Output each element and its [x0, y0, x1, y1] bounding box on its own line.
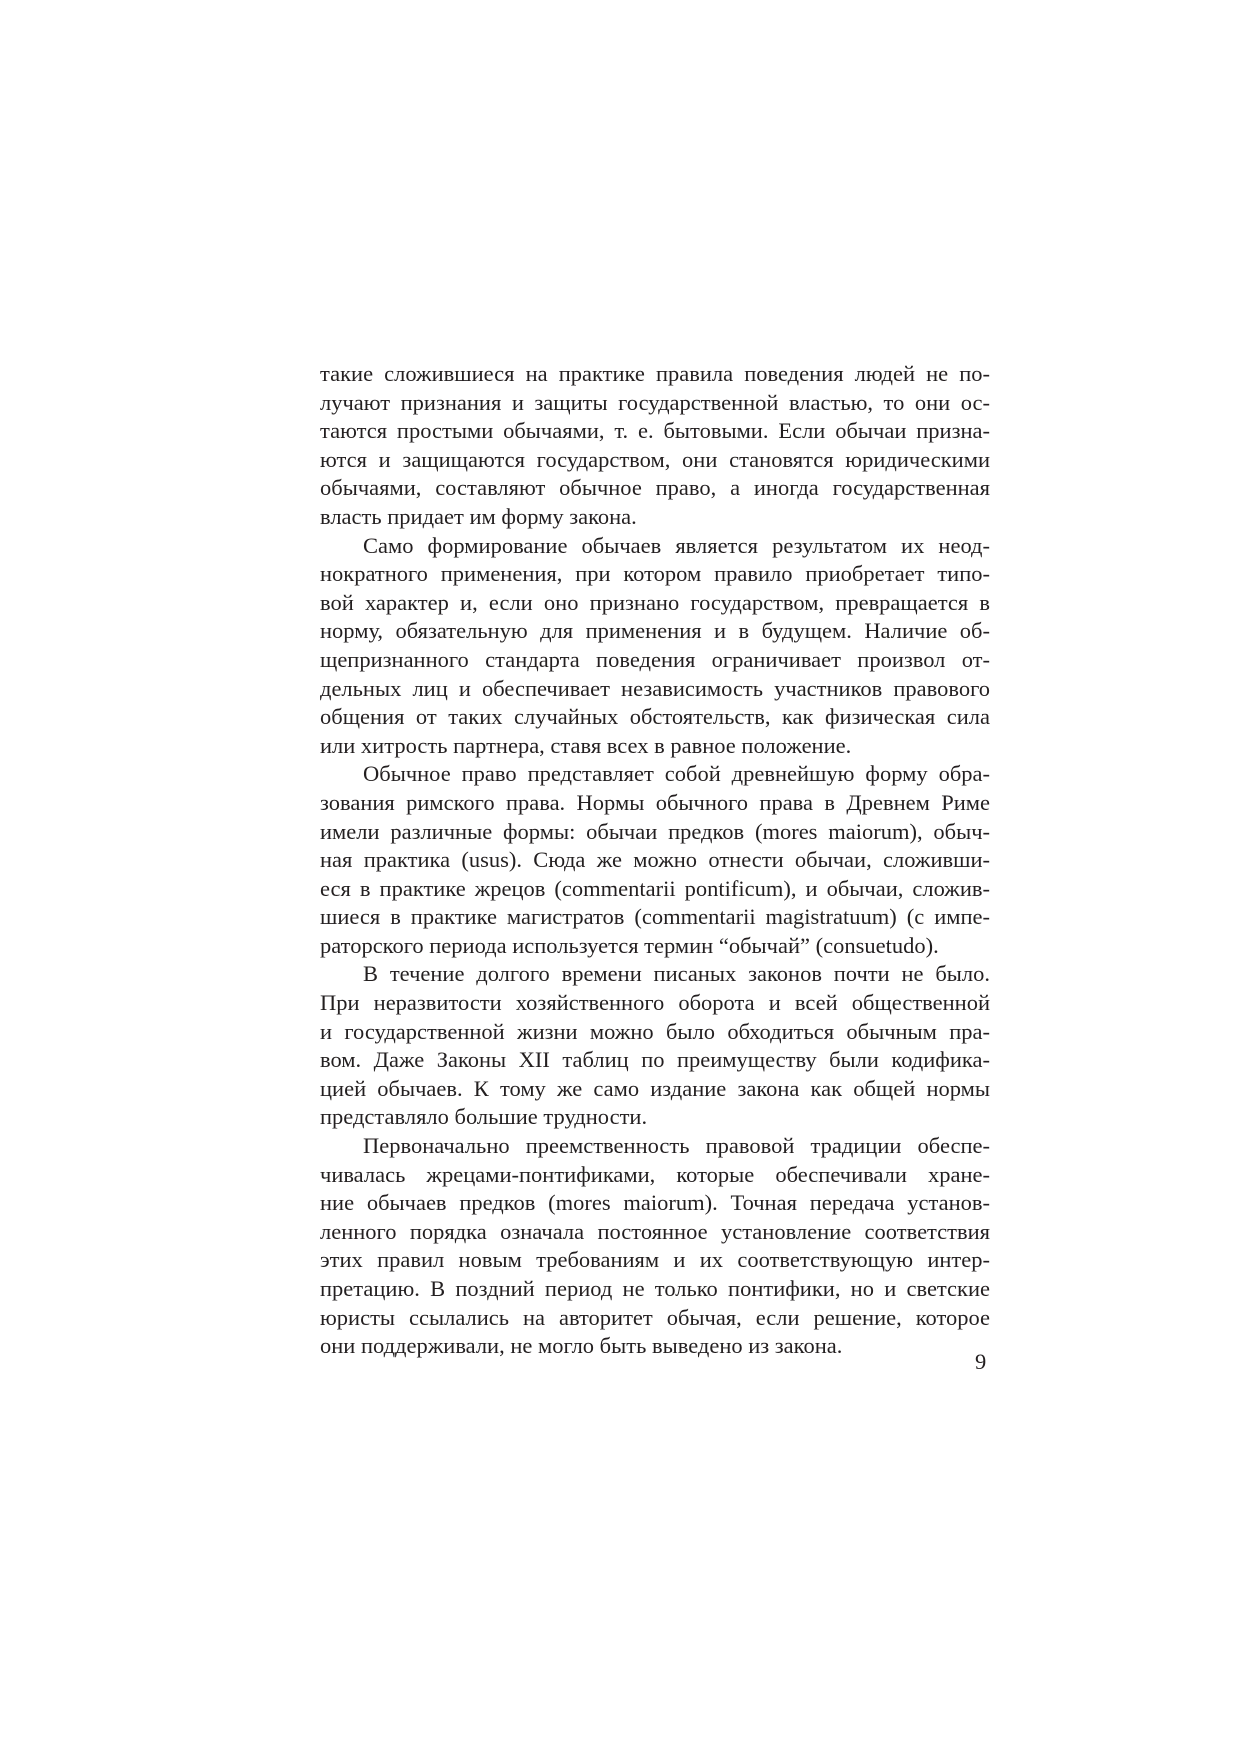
- text-line: дельных лиц и обеспечивает независимость участников правового: [320, 675, 990, 701]
- text-line: В течение долгого времени писаных законов почти не было.: [363, 961, 990, 987]
- text-line: этих правил новым требованиям и их соответствующую интер-: [320, 1247, 990, 1273]
- text-line: ленного порядка означала постоянное установление соответствия: [320, 1218, 990, 1244]
- text-line: При неразвитости хозяйственного оборота и всей общественной: [320, 990, 990, 1016]
- text-line: власть придает им форму закона.: [320, 503, 637, 529]
- paragraph: [320, 760, 990, 960]
- text-line: общения от таких случайных обстоятельств, как физическая сила: [320, 704, 990, 730]
- text-line: нократного применения, при котором правило приобретает типо-: [320, 561, 990, 587]
- text-line: зования римского права. Нормы обычного права в Древнем Риме: [320, 789, 990, 815]
- text-line: чивалась жрецами-понтификами, которые обеспечивали хране-: [320, 1161, 990, 1187]
- text-line: лучают признания и защиты государственной властью, то они ос-: [320, 389, 990, 415]
- text-line: цией обычаев. К тому же само издание закона как общей нормы: [320, 1075, 990, 1101]
- text-line: норму, обязательную для применения и в будущем. Наличие об-: [320, 618, 990, 644]
- text-line: или хитрость партнера, ставя всех в равное положение.: [320, 732, 852, 758]
- text-line: Само формирование обычаев является результатом их неод-: [363, 532, 990, 558]
- text-line: имели различные формы: обычаи предков (mores maiorum), обыч-: [320, 818, 990, 844]
- page-number: 9: [975, 1349, 987, 1374]
- text-line: вой характер и, если оно признано государством, превращается в: [320, 589, 990, 615]
- text-line: они поддерживали, не могло быть выведено из закона.: [320, 1333, 843, 1359]
- text-line: таются простыми обычаями, т. е. бытовыми. Если обычаи призна-: [320, 418, 990, 444]
- text-line: Обычное право представляет собой древнейшую форму обра-: [363, 761, 990, 787]
- text-line: претацию. В поздний период не только понтифики, но и светские: [320, 1276, 990, 1301]
- text-line: Первоначально преемственность правовой традиции обеспе-: [363, 1133, 990, 1159]
- paragraph: [320, 1132, 990, 1361]
- paragraph: [320, 532, 990, 761]
- text-line: еся в практике жрецов (commentarii pontificum), и обычаи, сложив-: [320, 875, 990, 901]
- body-text: [320, 360, 990, 1361]
- paragraph: [320, 360, 990, 532]
- text-line: раторского периода используется термин “обычай” (consuetudo).: [320, 932, 939, 958]
- text-line: ная практика (usus). Сюда же можно отнести обычаи, сложивши-: [320, 847, 990, 873]
- text-line: ются и защищаются государством, они становятся юридическими: [320, 446, 990, 472]
- paragraph: [320, 960, 990, 1132]
- text-line: щепризнанного стандарта поведения ограничивает произвол от-: [320, 646, 990, 672]
- text-line: вом. Даже Законы XII таблиц по преимуществу были кодифика-: [320, 1047, 990, 1073]
- text-line: обычаями, составляют обычное право, а иногда государственная: [320, 475, 990, 501]
- text-line: представляло большие трудности.: [320, 1104, 648, 1130]
- text-line: юристы ссылались на авторитет обычая, если решение, которое: [320, 1304, 990, 1330]
- text-line: и государственной жизни можно было обходиться обычным пра-: [320, 1018, 990, 1044]
- text-line: ние обычаев предков (mores maiorum). Точная передача установ-: [320, 1190, 990, 1216]
- text-line: шиеся в практике магистратов (commentarii magistratuum) (с импе-: [320, 904, 990, 930]
- text-line: такие сложившиеся на практике правила поведения людей не по-: [320, 361, 990, 386]
